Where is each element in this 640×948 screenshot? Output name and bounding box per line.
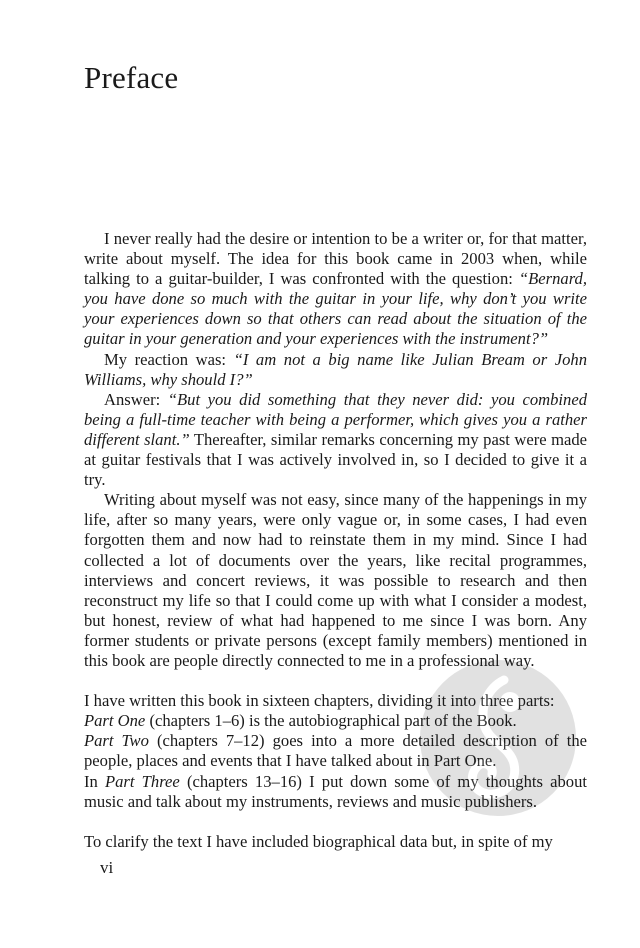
part-one-label: Part One — [84, 711, 146, 731]
paragraph-parts-intro: I have written this book in sixteen chapters, dividing it into three parts: — [84, 691, 555, 711]
page-number: vi — [100, 858, 114, 877]
paragraph-reaction — [84, 350, 587, 390]
answer-text: Thereafter, similar remarks concerning my past were made at guitar festivals that I was actively involved in, so I decided to give it a try. — [84, 429, 587, 490]
paragraph-intro — [84, 229, 587, 350]
answer-label: Answer: — [104, 389, 168, 409]
paragraph-writing: Writing about myself was not easy, since many of the happenings in my life, after so many years, were only vague or, in some cases, I had even forgotten them and now had to reinstate them in my mind. Since I had collected a lot of documents over the years, like recital programmes, interviews and concert reviews, it was possible to research and then reconstruct my life so that I could come up with what I consider a modest, but honest, review of what had happened to me since I was born. Any former students or private persons (except family members) mentioned in this book are people directly connected to me in a professional way. — [84, 490, 587, 670]
part-three-label: Part Three — [105, 771, 180, 791]
part-one-text: (chapters 1–6) is the autobiographical part of the Book. — [145, 711, 517, 731]
reaction-quote: “I am not a big name like Julian Bream or John Williams, why should I?” — [84, 349, 587, 389]
part-three-text: (chapters 13–16) I put down some of my thoughts about music and talk about my instruments, reviews and music publishers. — [84, 771, 587, 811]
part-two-text: (chapters 7–12) goes into a more detailed description of the people, places and events that I have talked about in Part One. — [84, 731, 587, 771]
paragraph-part-one — [84, 711, 587, 731]
intro-quote: “Bernard, you have done so much with the guitar in your life, why don’t you write your experiences down so that others can read about the situation of the guitar in your generation and your experiences with the instrument?” — [84, 269, 587, 349]
page-title: Preface — [84, 60, 179, 95]
preface-body — [84, 229, 587, 852]
paragraph-clarify: To clarify the text I have included biographical data but, in spite of my — [84, 831, 553, 851]
answer-quote: “But you did something that they never did: you combined being a full-time teacher with being a performer, which gives you a rather different slant.” — [84, 389, 587, 449]
part-two-label: Part Two — [84, 731, 149, 751]
paragraph-part-two — [84, 731, 587, 771]
paragraph-answer — [84, 390, 587, 490]
paragraph-part-three — [84, 772, 587, 812]
reaction-text: My reaction was: — [104, 349, 234, 369]
part-three-pre: In — [84, 771, 105, 791]
intro-text: I never really had the desire or intention to be a writer or, for that matter, write about myself. The idea for this book came in 2003 when, while talking to a guitar-builder, I was confronted with the question: — [84, 229, 587, 289]
